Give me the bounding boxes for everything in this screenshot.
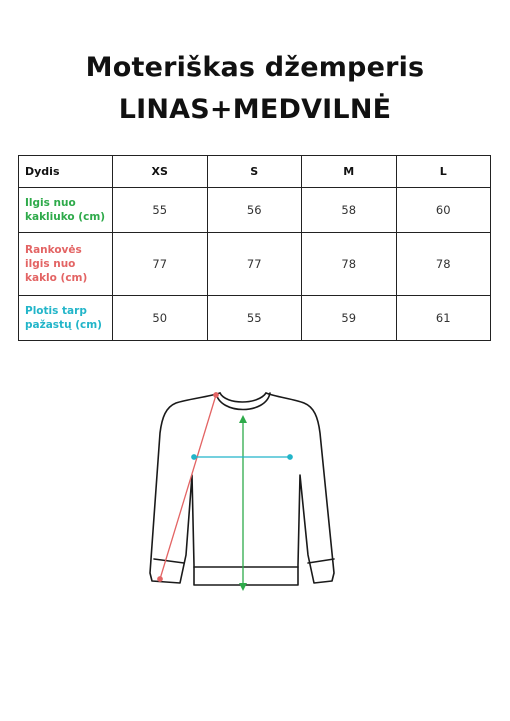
table-cell: 60 (396, 188, 491, 233)
table-header-cell: S (207, 156, 302, 188)
row-label-sleeve (19, 233, 113, 296)
row-label-width (19, 296, 113, 341)
table-cell: 50 (113, 296, 208, 341)
table-header-cell: L (396, 156, 491, 188)
table-cell: 56 (207, 188, 302, 233)
table-header-row (19, 156, 491, 188)
table-header-cell: Dydis (19, 156, 113, 188)
width-measure-line (192, 455, 292, 459)
row-label-line: ilgis nuo (25, 258, 76, 270)
table-cell: 58 (302, 188, 397, 233)
sleeve-measure-line (158, 393, 218, 581)
table-cell: 55 (207, 296, 302, 341)
table-cell: 59 (302, 296, 397, 341)
sweater-icon (148, 385, 338, 615)
table-header-cell: M (302, 156, 397, 188)
table-cell: 77 (113, 233, 208, 296)
table-cell: 55 (113, 188, 208, 233)
length-measure-line (239, 415, 247, 591)
row-label-line: Ilgis nuo (25, 197, 76, 209)
size-table (18, 155, 491, 341)
row-label-line: Rankovės (25, 244, 82, 256)
page-subtitle: LINAS+MEDVILNĖ (118, 94, 392, 125)
table-row (19, 188, 491, 233)
row-label-line: pažastų (cm) (25, 319, 102, 331)
table-cell: 78 (302, 233, 397, 296)
row-label-line: kakliuko (cm) (25, 211, 106, 223)
page-title: Moteriškas džemperis (85, 52, 425, 83)
table-cell: 77 (207, 233, 302, 296)
row-label-line: kaklo (cm) (25, 272, 88, 284)
table-header-cell: XS (113, 156, 208, 188)
table-row (19, 296, 491, 341)
table-row (19, 233, 491, 296)
row-label-length (19, 188, 113, 233)
table-cell: 61 (396, 296, 491, 341)
table-cell: 78 (396, 233, 491, 296)
row-label-line: Plotis tarp (25, 305, 87, 317)
